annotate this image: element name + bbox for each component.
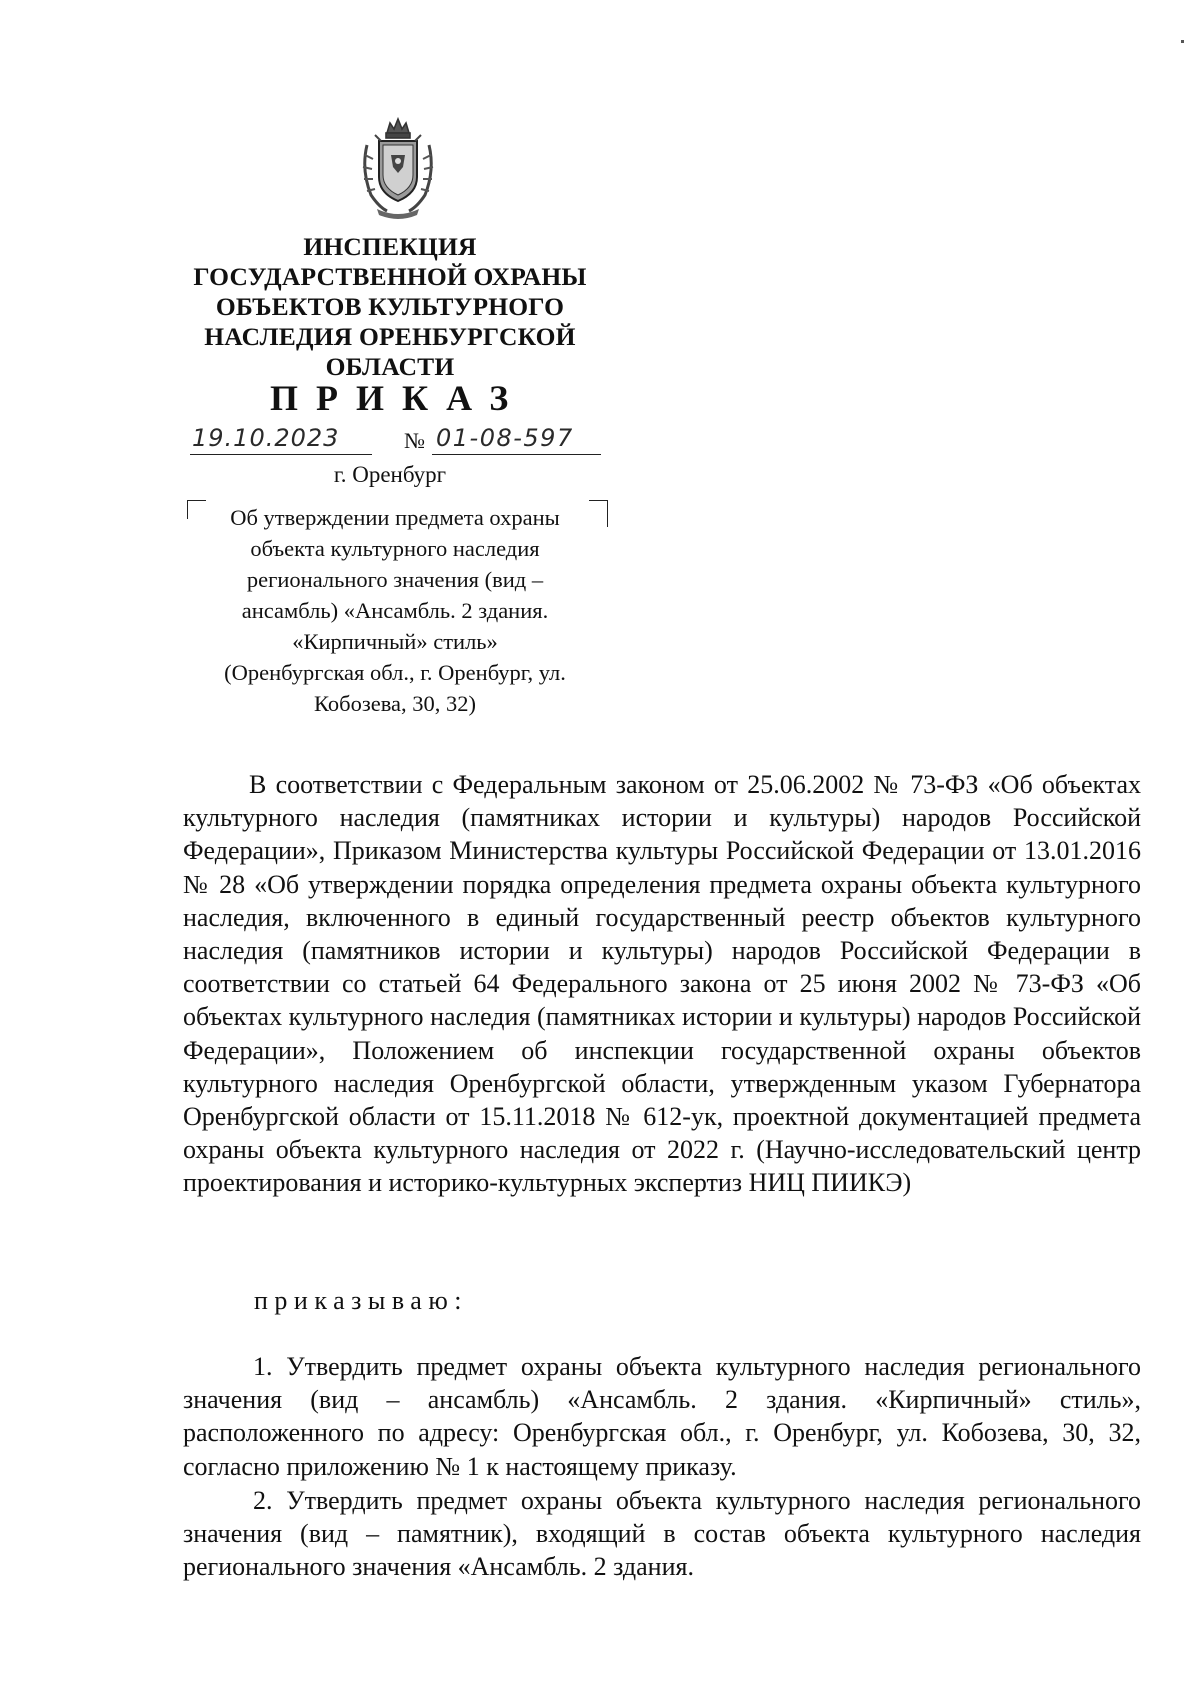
document-subject	[200, 502, 590, 719]
subject-line: (Оренбургская обл., г. Оренбург, ул.	[224, 660, 566, 685]
preamble-text: В соответствии с Федеральным законом от 25.06.2002 № 73-ФЗ «Об объектах культурного наследия (памятниках истории и культуры) народов Российской Федерации», Приказом Министерства культуры Российской Федерации от 13.01.2016 № 28 «Об утверждении порядка определения предмета охраны объекта культурного наследия, включенного в единый государственный реестр объектов культурного наследия (памятников истории и культуры) народов Российской Федерации в соответствии со статьей 64 Федерального закона от 25 июня 2002 № 73-ФЗ «Об объектах культурного наследия (памятниках истории и культуры) народов Российской Федерации», Положением об инспекции государственной охраны объектов культурного наследия Оренбургской области, утвержденным указом Губернатора Оренбургской области от 15.11.2018 № 612-ук, проектной документацией предмета охраны объекта культурного наследия от 2022 г. (Научно-исследовательский центр проектирования и историко-культурных экспертиз НИЦ ПИИКЭ)	[183, 770, 1141, 1198]
order-item-2-text: 2. Утвердить предмет охраны объекта культурного наследия регионального значения (вид – памятник), входящий в состав объекта культурного наследия регионального значения «Ансамбль. 2 здания.	[183, 1486, 1141, 1582]
order-item-2	[183, 1484, 1141, 1584]
subject-line: «Кирпичный» стиль»	[292, 629, 498, 654]
document-city: г. Оренбург	[333, 462, 447, 487]
document-number: 01-08-597	[432, 424, 601, 455]
subject-line: ансамбль) «Ансамбль. 2 здания.	[241, 598, 549, 623]
order-item-1-text: 1. Утвердить предмет охраны объекта культурного наследия регионального значения (вид – ансамбль) «Ансамбль. 2 здания. «Кирпичный» стиль», расположенного по адресу: Оренбургская обл., г. Оренбург, ул. Кобозева, 30, 32, согласно приложению № 1 к настоящему приказу.	[183, 1352, 1141, 1481]
document-type-title: ПРИКАЗ	[270, 378, 527, 418]
org-line: ГОСУДАРСТВЕННОЙ ОХРАНЫ	[193, 262, 587, 291]
number-sign: №	[404, 428, 425, 453]
preamble-paragraph	[183, 768, 1141, 1200]
coat-of-arms-emblem	[357, 115, 439, 223]
subject-line: Об утверждении предмета охраны	[230, 505, 560, 530]
command-word: приказываю:	[254, 1286, 468, 1315]
org-line: ИНСПЕКЦИЯ	[303, 232, 477, 261]
org-line: ОБЛАСТИ	[325, 352, 455, 381]
org-line: ОБЪЕКТОВ КУЛЬТУРНОГО	[215, 292, 565, 321]
org-line: НАСЛЕДИЯ ОРЕНБУРГСКОЙ	[204, 322, 576, 351]
organization-header	[170, 232, 610, 382]
subject-line: объекта культурного наследия	[250, 536, 540, 561]
subject-line: Кобозева, 30, 32)	[313, 691, 476, 716]
subject-line: регионального значения (вид –	[246, 567, 544, 592]
order-item-1	[183, 1350, 1141, 1483]
subject-bracket-right	[589, 500, 608, 527]
date-number-row	[190, 424, 600, 460]
document-date: 19.10.2023	[190, 424, 372, 455]
scan-speck	[1181, 40, 1184, 43]
